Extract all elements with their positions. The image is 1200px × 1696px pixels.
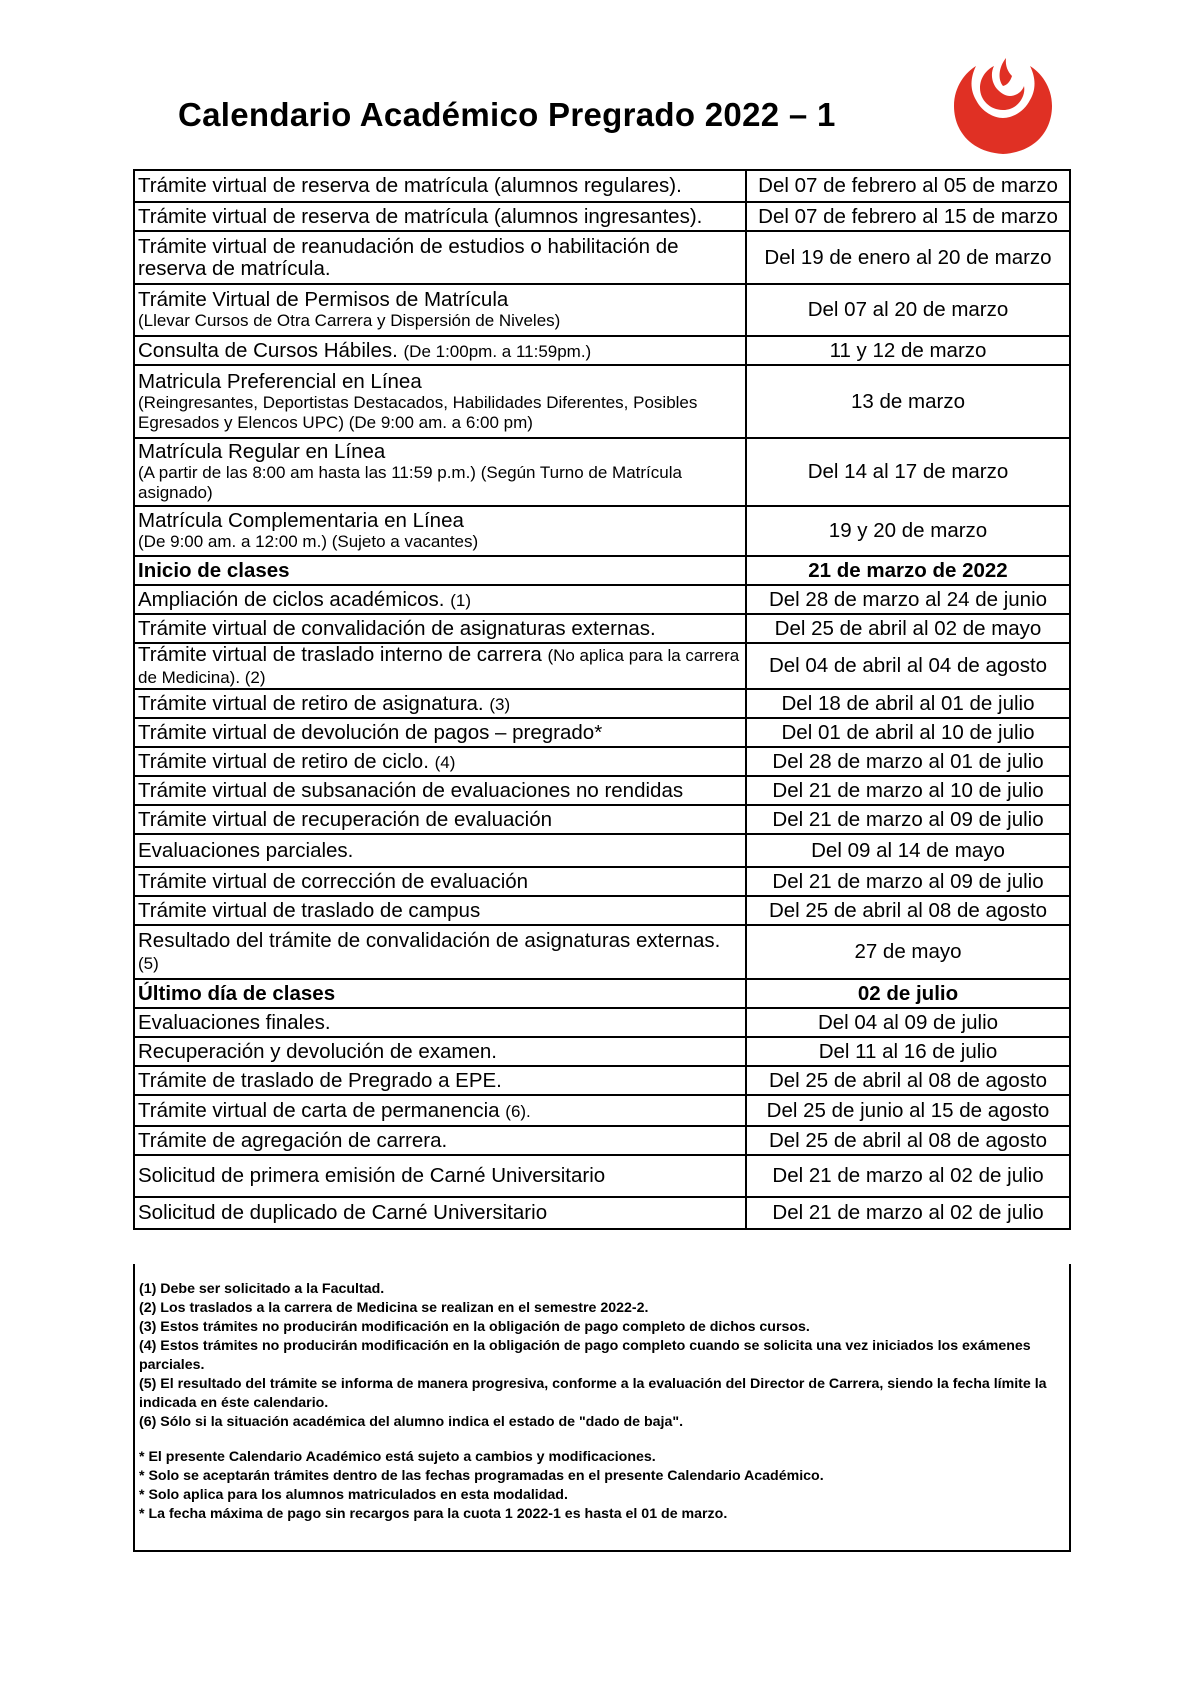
- activity-label: Consulta de Cursos Hábiles.: [138, 338, 398, 362]
- disclaimer: * La fecha máxima de pago sin recargos para la cuota 1 2022-1 es hasta el 01 de marzo.: [139, 1506, 728, 1522]
- activity-label: Trámite virtual de convalidación de asignaturas externas.: [138, 616, 656, 640]
- date-cell: Del 07 de febrero al 05 de marzo: [746, 170, 1070, 202]
- table-row: [134, 438, 1070, 506]
- activity-label: Recuperación y devolución de examen.: [138, 1039, 497, 1063]
- date-cell: Del 25 de abril al 02 de mayo: [746, 614, 1070, 643]
- date-cell: Del 25 de junio al 15 de agosto: [746, 1095, 1070, 1126]
- date-cell: Del 01 de abril al 10 de julio: [746, 718, 1070, 747]
- table-row: [134, 365, 1070, 438]
- activity-cell: [134, 231, 746, 284]
- activity-cell: [134, 438, 746, 506]
- activity-cell: [134, 585, 746, 614]
- activity-cell: [134, 1008, 746, 1037]
- table-row: [134, 776, 1070, 805]
- activity-cell: [134, 1155, 746, 1197]
- activity-cell: [134, 747, 746, 776]
- table-row: [134, 1037, 1070, 1066]
- date-cell: 27 de mayo: [746, 925, 1070, 979]
- date-cell: Del 21 de marzo al 02 de julio: [746, 1155, 1070, 1197]
- footnote: (1) Debe ser solicitado a la Facultad.: [139, 1281, 385, 1297]
- activity-detail: (Reingresantes, Deportistas Destacados, Habilidades Diferentes, Posibles Egresados y Elencos UPC) (De 9:00 am. a 6:00 pm): [138, 392, 698, 432]
- activity-label: Trámite virtual de recuperación de evaluación: [138, 807, 553, 831]
- activity-cell: [134, 614, 746, 643]
- activity-label: Trámite virtual de reserva de matrícula (alumnos regulares).: [138, 174, 682, 197]
- date-cell: Del 07 de febrero al 15 de marzo: [746, 202, 1070, 231]
- page-title: Calendario Académico Pregrado 2022 – 1: [178, 96, 836, 133]
- disclaimer: * Solo se aceptarán trámites dentro de las fechas programadas en el presente Calendario Académico.: [139, 1468, 824, 1484]
- activity-cell: [134, 805, 746, 834]
- footnote: (6) Sólo si la situación académica del alumno indica el estado de "dado de baja".: [139, 1414, 684, 1430]
- table-row: [134, 556, 1070, 585]
- footnote: (2) Los traslados a la carrera de Medicina se realizan en el semestre 2022-2.: [139, 1300, 649, 1316]
- activity-label: Trámite virtual de retiro de asignatura.: [138, 691, 484, 715]
- activity-note: (4): [434, 752, 456, 772]
- table-row: [134, 336, 1070, 365]
- date-cell: Del 04 de abril al 04 de agosto: [746, 643, 1070, 689]
- table-row: [134, 834, 1070, 867]
- activity-cell: [134, 979, 746, 1008]
- activity-cell: [134, 925, 746, 979]
- activity-label: Trámite de agregación de carrera.: [138, 1128, 448, 1152]
- activity-label: Trámite virtual de devolución de pagos – pregrado*: [138, 720, 603, 744]
- table-row: [134, 643, 1070, 689]
- date-cell: 02 de julio: [746, 979, 1070, 1008]
- date-cell: 13 de marzo: [746, 365, 1070, 438]
- activity-label: Matricula Preferencial en Línea: [138, 369, 422, 393]
- disclaimer: * El presente Calendario Académico está sujeto a cambios y modificaciones.: [139, 1449, 656, 1465]
- activity-label: Evaluaciones parciales.: [138, 838, 354, 862]
- table-row: [134, 1126, 1070, 1155]
- date-cell: Del 21 de marzo al 02 de julio: [746, 1197, 1070, 1229]
- activity-note: (De 1:00pm. a 11:59pm.): [403, 341, 592, 361]
- table-row: [134, 747, 1070, 776]
- date-cell: Del 09 al 14 de mayo: [746, 834, 1070, 867]
- table-row: [134, 896, 1070, 925]
- table-row: [134, 1008, 1070, 1037]
- table-row: [134, 867, 1070, 896]
- date-cell: Del 28 de marzo al 01 de julio: [746, 747, 1070, 776]
- date-cell: Del 19 de enero al 20 de marzo: [746, 231, 1070, 284]
- disclaimer: * Solo aplica para los alumnos matriculados en esta modalidad.: [139, 1487, 568, 1503]
- table-row: [134, 1066, 1070, 1095]
- activity-label: Trámite virtual de retiro de ciclo.: [138, 749, 429, 773]
- activity-label: Trámite virtual de carta de permanencia: [138, 1098, 500, 1122]
- table-row: [134, 170, 1070, 202]
- activity-label: Trámite virtual de traslado interno de carrera: [138, 643, 542, 666]
- date-cell: Del 21 de marzo al 10 de julio: [746, 776, 1070, 805]
- activity-label: Trámite de traslado de Pregrado a EPE.: [138, 1068, 502, 1092]
- date-cell: Del 11 al 16 de julio: [746, 1037, 1070, 1066]
- activity-cell: [134, 689, 746, 718]
- activity-cell: [134, 834, 746, 867]
- date-cell: Del 25 de abril al 08 de agosto: [746, 896, 1070, 925]
- table-row: [134, 805, 1070, 834]
- activity-cell: [134, 202, 746, 231]
- activity-detail: (Llevar Cursos de Otra Carrera y Dispersión de Niveles): [138, 311, 561, 330]
- date-cell: Del 25 de abril al 08 de agosto: [746, 1066, 1070, 1095]
- activity-cell: [134, 867, 746, 896]
- activity-cell: [134, 1066, 746, 1095]
- activity-label: Trámite virtual de reserva de matrícula (alumnos ingresantes).: [138, 204, 703, 228]
- activity-cell: [134, 1037, 746, 1066]
- activity-note: (1): [450, 590, 471, 610]
- activity-label: Solicitud de duplicado de Carné Universitario: [138, 1201, 548, 1224]
- date-cell: Del 25 de abril al 08 de agosto: [746, 1126, 1070, 1155]
- calendar-table: [133, 169, 1071, 1230]
- activity-label: Matrícula Regular en Línea: [138, 440, 386, 463]
- activity-note: (5): [138, 954, 159, 973]
- activity-label: Trámite virtual de subsanación de evaluaciones no rendidas: [138, 778, 684, 802]
- activity-note: (6).: [505, 1101, 531, 1121]
- footnote: (4) Estos trámites no producirán modificación en la obligación de pago completo cuando se solicita una vez iniciados los exámenes parciales.: [139, 1338, 1031, 1373]
- activity-label: Último día de clases: [138, 981, 336, 1005]
- activity-cell: [134, 170, 746, 202]
- table-row: [134, 231, 1070, 284]
- activity-cell: [134, 556, 746, 585]
- date-cell: 19 y 20 de marzo: [746, 506, 1070, 556]
- activity-cell: [134, 1197, 746, 1229]
- activity-cell: [134, 1126, 746, 1155]
- activity-cell: [134, 284, 746, 336]
- date-cell: Del 21 de marzo al 09 de julio: [746, 867, 1070, 896]
- table-row: [134, 506, 1070, 556]
- activity-cell: [134, 1095, 746, 1126]
- footnote: (5) El resultado del trámite se informa de manera progresiva, conforme a la evaluación del Director de Carrera, siendo la fecha límite la indicada en éste calendario.: [139, 1376, 1047, 1411]
- activity-label: Inicio de clases: [138, 558, 290, 582]
- date-cell: Del 28 de marzo al 24 de junio: [746, 585, 1070, 614]
- table-row: [134, 925, 1070, 979]
- table-row: [134, 1197, 1070, 1229]
- date-cell: Del 21 de marzo al 09 de julio: [746, 805, 1070, 834]
- date-cell: Del 07 al 20 de marzo: [746, 284, 1070, 336]
- activity-cell: [134, 776, 746, 805]
- activity-label: Solicitud de primera emisión de Carné Universitario: [138, 1164, 606, 1187]
- activity-label: Trámite virtual de corrección de evaluación: [138, 869, 529, 893]
- activity-cell: [134, 336, 746, 365]
- activity-cell: [134, 896, 746, 925]
- activity-cell: [134, 643, 746, 689]
- footnote: (3) Estos trámites no producirán modificación en la obligación de pago completo de dichos cursos.: [139, 1319, 810, 1335]
- activity-cell: [134, 365, 746, 438]
- activity-label: Evaluaciones finales.: [138, 1010, 331, 1034]
- activity-label: Trámite Virtual de Permisos de Matrícula: [138, 288, 509, 311]
- activity-label: Matrícula Complementaria en Línea: [138, 509, 464, 532]
- table-row: [134, 614, 1070, 643]
- table-row: [134, 202, 1070, 231]
- date-cell: Del 18 de abril al 01 de julio: [746, 689, 1070, 718]
- table-row: [134, 1155, 1070, 1197]
- table-row: [134, 718, 1070, 747]
- activity-label: Trámite virtual de reanudación de estudios o habilitación de reserva de matrícula.: [138, 234, 679, 280]
- activity-detail: (A partir de las 8:00 am hasta las 11:59 p.m.) (Según Turno de Matrícula asignado): [138, 463, 682, 502]
- activity-note: (No aplica para la carrera de Medicina). (2): [138, 646, 740, 687]
- table-row: [134, 284, 1070, 336]
- date-cell: Del 04 al 09 de julio: [746, 1008, 1070, 1037]
- footnotes-box: [133, 1264, 1071, 1552]
- activity-note: (3): [489, 694, 511, 714]
- table-row: [134, 979, 1070, 1008]
- activity-cell: [134, 506, 746, 556]
- date-cell: 21 de marzo de 2022: [746, 556, 1070, 585]
- activity-label: Ampliación de ciclos académicos.: [138, 587, 445, 611]
- activity-label: Trámite virtual de traslado de campus: [138, 898, 481, 922]
- activity-cell: [134, 718, 746, 747]
- table-row: [134, 1095, 1070, 1126]
- activity-detail: (De 9:00 am. a 12:00 m.) (Sujeto a vacantes): [138, 532, 479, 551]
- date-cell: Del 14 al 17 de marzo: [746, 438, 1070, 506]
- table-row: [134, 689, 1070, 718]
- upc-flame-logo-icon: [950, 56, 1056, 156]
- activity-label: Resultado del trámite de convalidación de asignaturas externas.: [138, 929, 721, 952]
- date-cell: 11 y 12 de marzo: [746, 336, 1070, 365]
- table-row: [134, 585, 1070, 614]
